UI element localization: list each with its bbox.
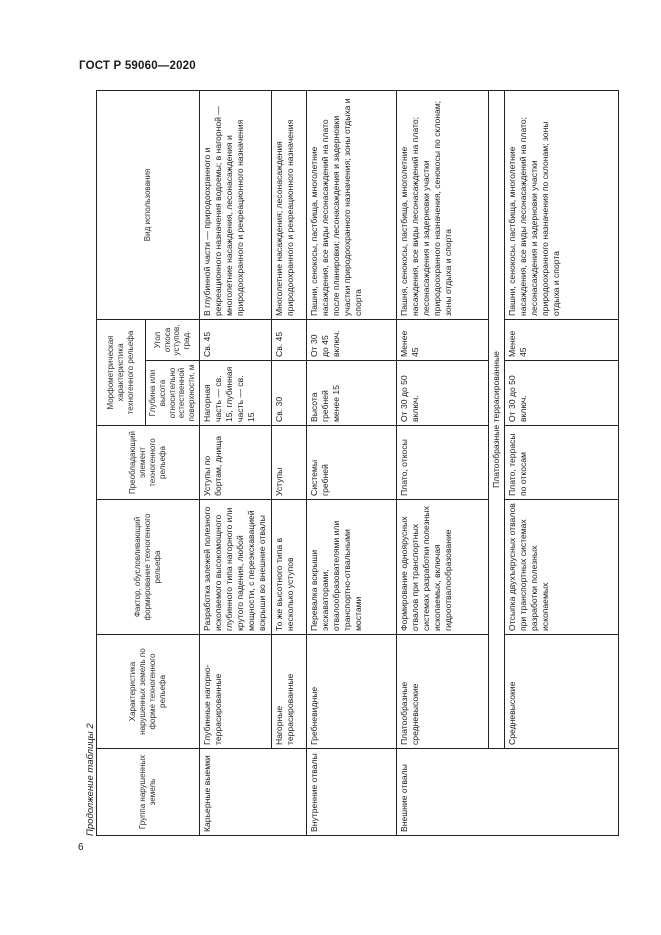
cell-element: Уступы по бортам, днища xyxy=(199,426,271,500)
cell-factor: То же высотного типа в несколько уступов xyxy=(271,500,306,635)
land-classification-table xyxy=(96,90,619,836)
cell-characteristic: Гребневидные xyxy=(306,635,396,749)
cell-depth: От 30 до 50 включ. xyxy=(504,361,618,426)
table-row xyxy=(306,90,396,835)
cell-use: В глубинной части — природоохранного и рекреационного назначения водоемы; в нагорной — многолетние насаждения, лесонасаждения и природоохранного и рекреационного назначения xyxy=(199,90,271,319)
cell-group: Внутренние отвалы xyxy=(306,749,396,836)
table-row xyxy=(396,90,488,835)
cell-characteristic: Средневысокие xyxy=(504,635,618,749)
cell-factor: Формирование одноярусных отвалов при транспортных системах разработки полезных ископаемых, включая гидроотвалообразование xyxy=(396,500,488,635)
cell-group: Внешние отвалы xyxy=(396,749,618,836)
cell-characteristic: Глубинные нагорно-террасированные xyxy=(199,635,271,749)
cell-slope: Менее 45 xyxy=(396,319,488,360)
cell-factor: Отсыпка двухъярусных отвалов при транспортных системах разработки полезных ископаемых xyxy=(504,500,618,635)
cell-slope: От 30 до 45 включ. xyxy=(306,319,396,360)
header-morphometric: Морфометрическая характеристика техногенного рельефа xyxy=(97,319,146,425)
cell-factor: Перевалка вскрыши экскаваторами, отвалообразователями или транспортно-отвальными мостами xyxy=(306,500,396,635)
cell-element: Уступы xyxy=(271,426,306,500)
table-row xyxy=(271,90,306,835)
cell-slope: Св. 45 xyxy=(271,319,306,360)
cell-slope: Менее 45 xyxy=(504,319,618,360)
cell-depth: Св. 30 xyxy=(271,361,306,426)
table-continuation-label: Продолжение таблицы 2 xyxy=(85,723,96,836)
table-header-row xyxy=(97,90,146,835)
table-section-row xyxy=(488,90,504,835)
rotated-table-block xyxy=(85,91,592,836)
cell-depth: Нагорная часть — св. 15, глубинная часть — св. 15 xyxy=(199,361,271,426)
header-factor: Фактор, обусловливающий формирование техногенного рельефа xyxy=(97,500,200,635)
cell-slope: Св. 45 xyxy=(199,319,271,360)
cell-use: Пашни, сенокосы, пастбища, многолетние насаждения, все виды лесонасаждений на плато после планировки; лесонасаждения и задерновки участки природоохранного назначения; зоны отдыха и спорта xyxy=(306,90,396,319)
header-characteristic: Характеристика нарушенных земель по форме техногенного рельефа xyxy=(97,635,200,749)
cell-element: Плато, откосы xyxy=(396,426,488,500)
table-row xyxy=(504,90,618,835)
cell-use: Многолетние насаждения; лесонасаждения природоохранного и рекреационного назначения xyxy=(271,90,306,319)
cell-characteristic: Платообразные средневысокие xyxy=(396,635,488,749)
header-depth: Глубина или высота относительно естественной поверхности, м xyxy=(146,361,200,426)
cell-use: Пашня, сенокосы, пастбища, многолетние насаждения, все виды лесонасаждений на плато; лесонасаждения и задерновки участки природоохранного назначения, сенокосы по склонам; зоны отдыха и спорта xyxy=(396,90,488,319)
header-slope: Угол откоса уступов, град. xyxy=(146,319,200,360)
cell-group: Карьерные выемки xyxy=(199,749,306,836)
table-row xyxy=(199,90,271,835)
cell-characteristic: Нагорные террасированные xyxy=(271,635,306,749)
cell-depth: От 30 до 50 включ. xyxy=(396,361,488,426)
cell-depth: Высота гребней менее 15 xyxy=(306,361,396,426)
section-title: Платообразные террасированные xyxy=(488,90,504,748)
header-use: Вид использования xyxy=(97,90,200,319)
cell-factor: Разработка залежей полезного ископаемого высокомощного глубинного типа нагорного или крутого падения, любой мощности, с переэкскавацией вскрыши во внешние отвалы xyxy=(199,500,271,635)
cell-use: Пашни, сенокосы, пастбища, многолетние насаждения, все виды лесонасаждений на плато; лесонасаждения и задерновки участки природоохранного назначения по склонам; зоны отдыха и спорта xyxy=(504,90,618,319)
header-group: Группа нарушенных земель xyxy=(97,749,200,836)
standard-title: ГОСТ Р 59060—2020 xyxy=(79,60,196,72)
cell-element: Плато, террасы по откосам xyxy=(504,426,618,500)
header-element: Преобладающий элемент техногенного рельефа xyxy=(97,426,200,500)
cell-element: Системы гребней xyxy=(306,426,396,500)
page-number: 6 xyxy=(78,842,84,853)
